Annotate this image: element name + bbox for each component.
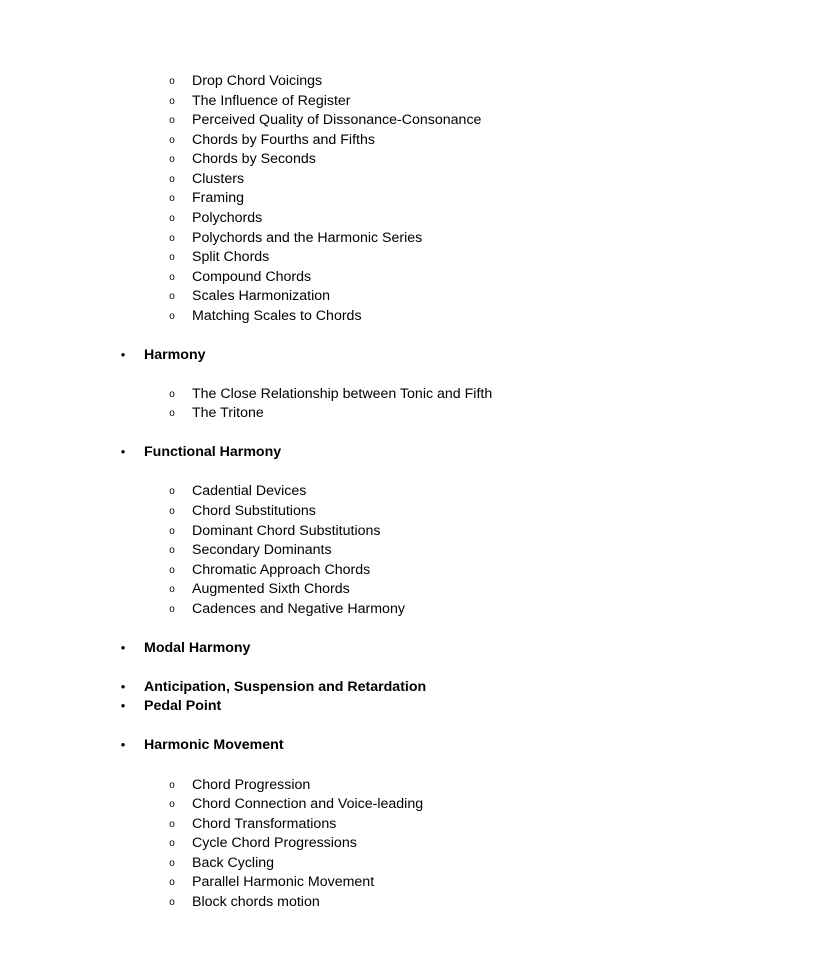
subitem-label: Matching Scales to Chords <box>192 308 362 324</box>
circle-bullet-icon: o <box>169 565 175 576</box>
heading-label: Harmony <box>144 347 206 363</box>
subitem-label: The Close Relationship between Tonic and Fifth <box>192 386 493 402</box>
circle-bullet-icon: o <box>169 389 175 400</box>
subitem-label: Secondary Dominants <box>192 542 332 558</box>
bullet-icon: • <box>120 444 126 459</box>
subitem-label: Cycle Chord Progressions <box>192 835 357 851</box>
subitem-label: Chord Connection and Voice-leading <box>192 796 424 812</box>
circle-bullet-icon: o <box>169 96 175 107</box>
circle-bullet-icon: o <box>169 545 175 556</box>
circle-bullet-icon: o <box>169 272 175 283</box>
subitem-label: Scales Harmonization <box>192 288 330 304</box>
circle-bullet-icon: o <box>169 838 175 849</box>
circle-bullet-icon: o <box>169 780 175 791</box>
subitem-label: Perceived Quality of Dissonance-Consonance <box>192 112 482 128</box>
circle-bullet-icon: o <box>169 154 175 165</box>
subitem-label: Compound Chords <box>192 269 312 285</box>
circle-bullet-icon: o <box>169 76 175 87</box>
subitem-label: Parallel Harmonic Movement <box>192 874 375 890</box>
subitem-label: Clusters <box>192 171 245 187</box>
heading-label: Harmonic Movement <box>144 737 284 753</box>
circle-bullet-icon: o <box>169 252 175 263</box>
circle-bullet-icon: o <box>169 819 175 830</box>
bullet-icon: • <box>120 347 126 362</box>
circle-bullet-icon: o <box>169 897 175 908</box>
circle-bullet-icon: o <box>169 526 175 537</box>
bullet-icon: • <box>120 640 126 655</box>
subitem-label: Split Chords <box>192 249 270 265</box>
subitem-label: Cadences and Negative Harmony <box>192 601 405 617</box>
circle-bullet-icon: o <box>169 213 175 224</box>
subitem-label: Chord Progression <box>192 777 311 793</box>
circle-bullet-icon: o <box>169 604 175 615</box>
subitem-label: Chromatic Approach Chords <box>192 562 371 578</box>
heading-label: Functional Harmony <box>144 444 282 460</box>
subitem-label: The Tritone <box>192 405 264 421</box>
subitem-label: The Influence of Register <box>192 93 351 109</box>
circle-bullet-icon: o <box>169 584 175 595</box>
heading-label: Modal Harmony <box>144 640 251 656</box>
subitem-label: Dominant Chord Substitutions <box>192 523 381 539</box>
bullet-icon: • <box>120 698 126 713</box>
subitem-label: Chord Transformations <box>192 816 337 832</box>
subitem-label: Polychords and the Harmonic Series <box>192 230 423 246</box>
circle-bullet-icon: o <box>169 233 175 244</box>
subitem-label: Chords by Fourths and Fifths <box>192 132 375 148</box>
circle-bullet-icon: o <box>169 408 175 419</box>
subitem-label: Back Cycling <box>192 855 275 871</box>
circle-bullet-icon: o <box>169 486 175 497</box>
circle-bullet-icon: o <box>169 311 175 322</box>
subitem-label: Augmented Sixth Chords <box>192 581 350 597</box>
bullet-icon: • <box>120 679 126 694</box>
subitem-label: Chords by Seconds <box>192 151 316 167</box>
subitem-label: Framing <box>192 190 245 206</box>
subitem-label: Polychords <box>192 210 263 226</box>
subitem-label: Block chords motion <box>192 894 320 910</box>
circle-bullet-icon: o <box>169 174 175 185</box>
circle-bullet-icon: o <box>169 506 175 517</box>
circle-bullet-icon: o <box>169 799 175 810</box>
circle-bullet-icon: o <box>169 877 175 888</box>
heading-label: Pedal Point <box>144 698 222 714</box>
circle-bullet-icon: o <box>169 135 175 146</box>
subitem-label: Chord Substitutions <box>192 503 316 519</box>
heading-label: Anticipation, Suspension and Retardation <box>144 679 427 695</box>
circle-bullet-icon: o <box>169 115 175 126</box>
subitem-label: Cadential Devices <box>192 483 307 499</box>
circle-bullet-icon: o <box>169 193 175 204</box>
circle-bullet-icon: o <box>169 858 175 869</box>
circle-bullet-icon: o <box>169 291 175 302</box>
subitem-label: Drop Chord Voicings <box>192 73 323 89</box>
bullet-icon: • <box>120 737 126 752</box>
